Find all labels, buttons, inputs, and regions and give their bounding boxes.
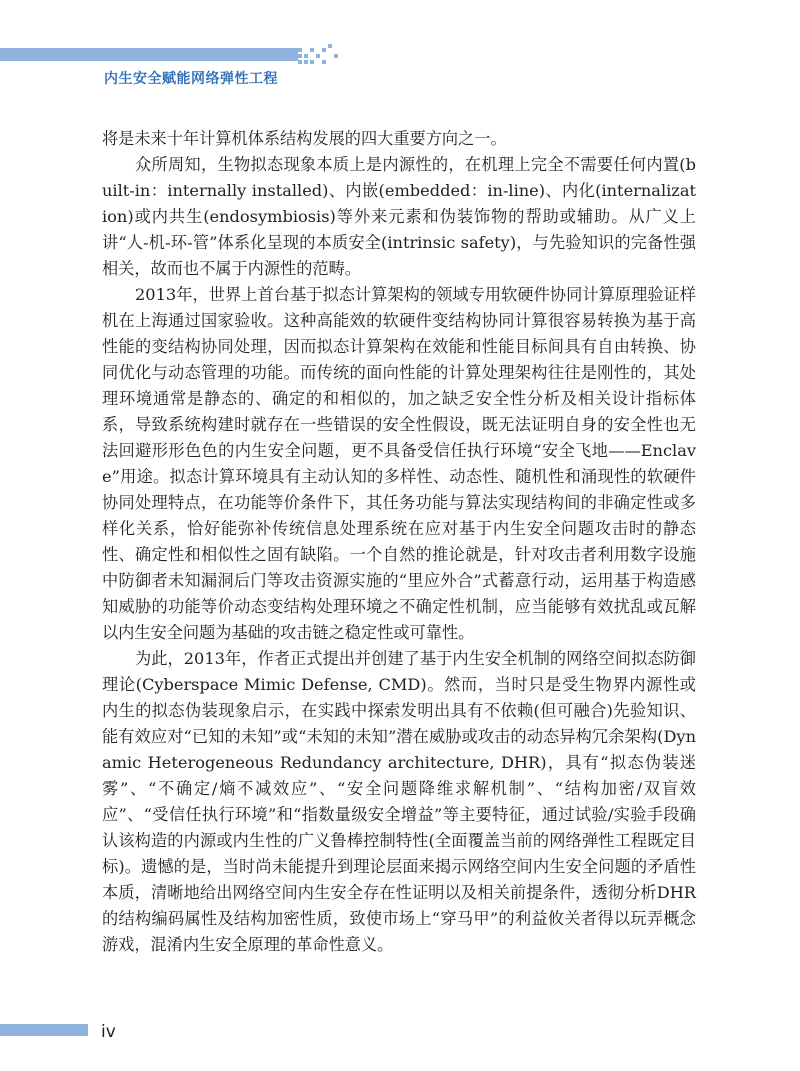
- paragraph-biological-mimicry: 众所周知，生物拟态现象本质上是内源性的，在机理上完全不需要任何内置(built-in：internally installed)、内嵌(embedded：in-line)、内化(internalization)或内共生(endosymbiosis)等外来元素和伪装饰物的帮助或辅助。从广义上讲“人-机-环-管”体系化呈现的本质安全(intrinsic safety)，与先验知识的完备性强相关，故而也不属于内源性的范畴。: [102, 155, 696, 278]
- paragraph-continuation: 将是未来十年计算机体系结构发展的四大重要方向之一。: [102, 129, 507, 148]
- header-decoration-dots: [298, 44, 342, 66]
- paragraph-mimic-computing-2013: 2013年，世界上首台基于拟态计算架构的领域专用软硬件协同计算原理验证样机在上海通过国家验收。这种高能效的软硬件变结构协同计算很容易转换为基于高性能的变结构协同处理，因而拟态计算架构在效能和性能目标间具有自由转换、协同优化与动态管理的功能。而传统的面向性能的计算处理架构往往是刚性的，其处理环境通常是静态的、确定的和相似的，加之缺乏安全性分析及相关设计指标体系，导致系统构建时就存在一些错误的安全性假设，既无法证明自身的安全性也无法回避形形色色的内生安全问题，更不具备受信任执行环境“安全飞地——Enclave”用途。拟态计算环境具有主动认知的多样性、动态性、随机性和涌现性的软硬件协同处理特点，在功能等价条件下，其任务功能与算法实现结构间的非确定性或多样化关系，恰好能弥补传统信息处理系统在应对基于内生安全问题攻击时的静态性、确定性和相似性之固有缺陷。一个自然的推论就是，针对攻击者利用数字设施中防御者未知漏洞后门等攻击资源实施的“里应外合”式蓄意行动，运用基于构造感知威胁的功能等价动态变结构处理环境之不确定性机制，应当能够有效扰乱或瓦解以内生安全问题为基础的攻击链之稳定性或可靠性。: [102, 285, 696, 642]
- paragraph-cmd-theory: 为此，2013年，作者正式提出并创建了基于内生安全机制的网络空间拟态防御理论(Cyberspace Mimic Defense, CMD)。然而，当时只是受生物界内源性或内生的拟态伪装现象启示，在实践中探索发明出具有不依赖(但可融合)先验知识、能有效应对“已知的未知”或“未知的未知”潜在威胁或攻击的动态异构冗余架构(Dynamic Heterogeneous Redundancy architecture, DHR)，具有“拟态伪装迷雾”、“不确定/熵不减效应”、“安全问题降维求解机制”、“结构加密/双盲效应”、“受信任执行环境”和“指数量级安全增益”等主要特征，通过试验/实验手段确认该构造的内源或内生性的广义鲁棒控制特性(全面覆盖当前的网络弹性工程既定目标)。遗憾的是，当时尚未能提升到理论层面来揭示网络空间内生安全问题的矛盾性本质，清晰地给出网络空间内生安全存在性证明以及相关前提条件，透彻分析DHR的结构编码属性及结构加密性质，致使市场上“穿马甲”的利益攸关者得以玩弄概念游戏，混淆内生安全原理的革命性意义。: [102, 649, 696, 954]
- header-decoration-bar: [0, 48, 298, 61]
- page-body: [102, 126, 696, 958]
- running-header-title: 内生安全赋能网络弹性工程: [104, 71, 278, 87]
- page-number: iv: [101, 1022, 116, 1042]
- footer-decoration-bar: [0, 1024, 88, 1036]
